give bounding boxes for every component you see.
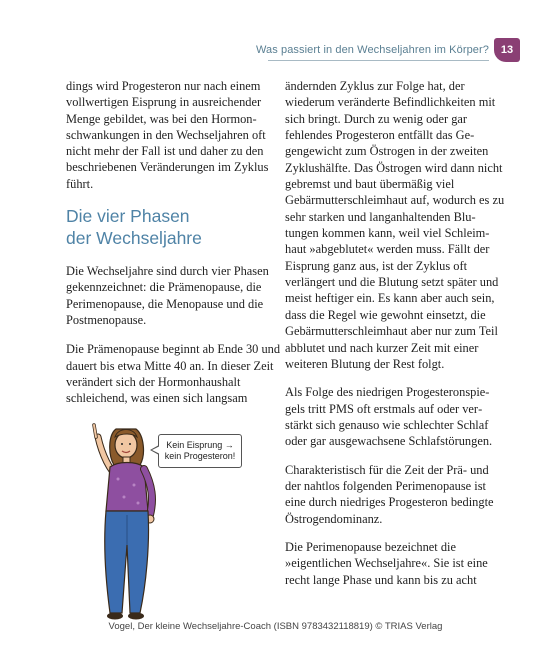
footer-citation: Vogel, Der kleine Wechseljahre-Coach (ISBN 9783432118819) © TRIAS Verlag bbox=[108, 621, 443, 632]
paragraph: Die Prämenopause beginnt ab Ende 30 und dauert bis etwa Mitte 40 an. In dieser Zeit verändert sich der Hormonhaushalt schleichend, was einen sich langsam bbox=[66, 342, 281, 406]
paragraph: Die Perimenopause bezeichnet die »eigentlichen Wechseljahre«. Sie ist eine recht lange Phase und kann bis zu acht bbox=[285, 539, 488, 587]
speech-bubble bbox=[158, 434, 242, 468]
section-heading bbox=[66, 205, 286, 249]
paragraph: Als Folge des niedrigen Progesteronspiegels tritt PMS oft erstmals auf oder verstärkt sich genauso wie schlechter Schlaf oder gar ausgewachsene Schlafstörungen. bbox=[285, 385, 493, 449]
paragraph: dings wird Progesteron nur nach einem vollwertigen Eisprung in ausreichender Menge gebildet, was bei den Hormonschwankungen in den Wechseljahren oft nicht mehr der Fall ist und daher zu den beschriebenen Veränderungen im Zyklus führt. bbox=[66, 79, 269, 191]
page-number-badge: 13 bbox=[494, 38, 520, 62]
paragraph: ändernden Zyklus zur Folge hat, der wiederum veränderte Befindlichkeiten mit sich bringt. Durch zu wenig oder gar fehlendes Progesteron entfällt das Gegengewicht zum Östrogen in der zweiten Zyklushälfte. Das Östrogen wird dann nicht gebremst und baut übermäßig viel Gebärmutterschleimhaut auf, wodurch es zu sehr starken und langanhaltenden Blutungen kommen kann, weil viel Schleimhaut »abgeblutet« werden muss. Fällt der Eisprung ganz aus, ist der Zyklus oft verlängert und die Blutung setzt später und meist heftiger ein. Es kann aber auch sein, dass die Regel wie gewohnt einsetzt, die Gebärmutterschleimhaut aber nur zum Teil abblutet und nach kurzer Zeit mit einer weiteren Blutung der Rest folgt. bbox=[285, 79, 505, 371]
heading-line-2: der Wechseljahre bbox=[66, 228, 202, 249]
speech-bubble-line-2: kein Progesteron! bbox=[164, 451, 236, 461]
right-column bbox=[285, 78, 505, 600]
left-column bbox=[66, 78, 286, 419]
header-rule bbox=[268, 60, 489, 61]
speech-bubble-line-1: Kein Eisprung → bbox=[166, 440, 234, 450]
running-header: Was passiert in den Wechseljahren im Körper? bbox=[255, 44, 489, 56]
paragraph: Die Wechseljahre sind durch vier Phasen gekennzeichnet: die Prämenopause, die Perimenopause, die Menopause und die Postmenopause. bbox=[66, 264, 269, 327]
paragraph: Charakteristisch für die Zeit der Prä- und der nahtlos folgenden Perimenopause ist eine durch niedriges Progesteron bedingte Östrogendominanz. bbox=[285, 462, 494, 526]
heading-line-1: Die vier Phasen bbox=[66, 206, 190, 227]
